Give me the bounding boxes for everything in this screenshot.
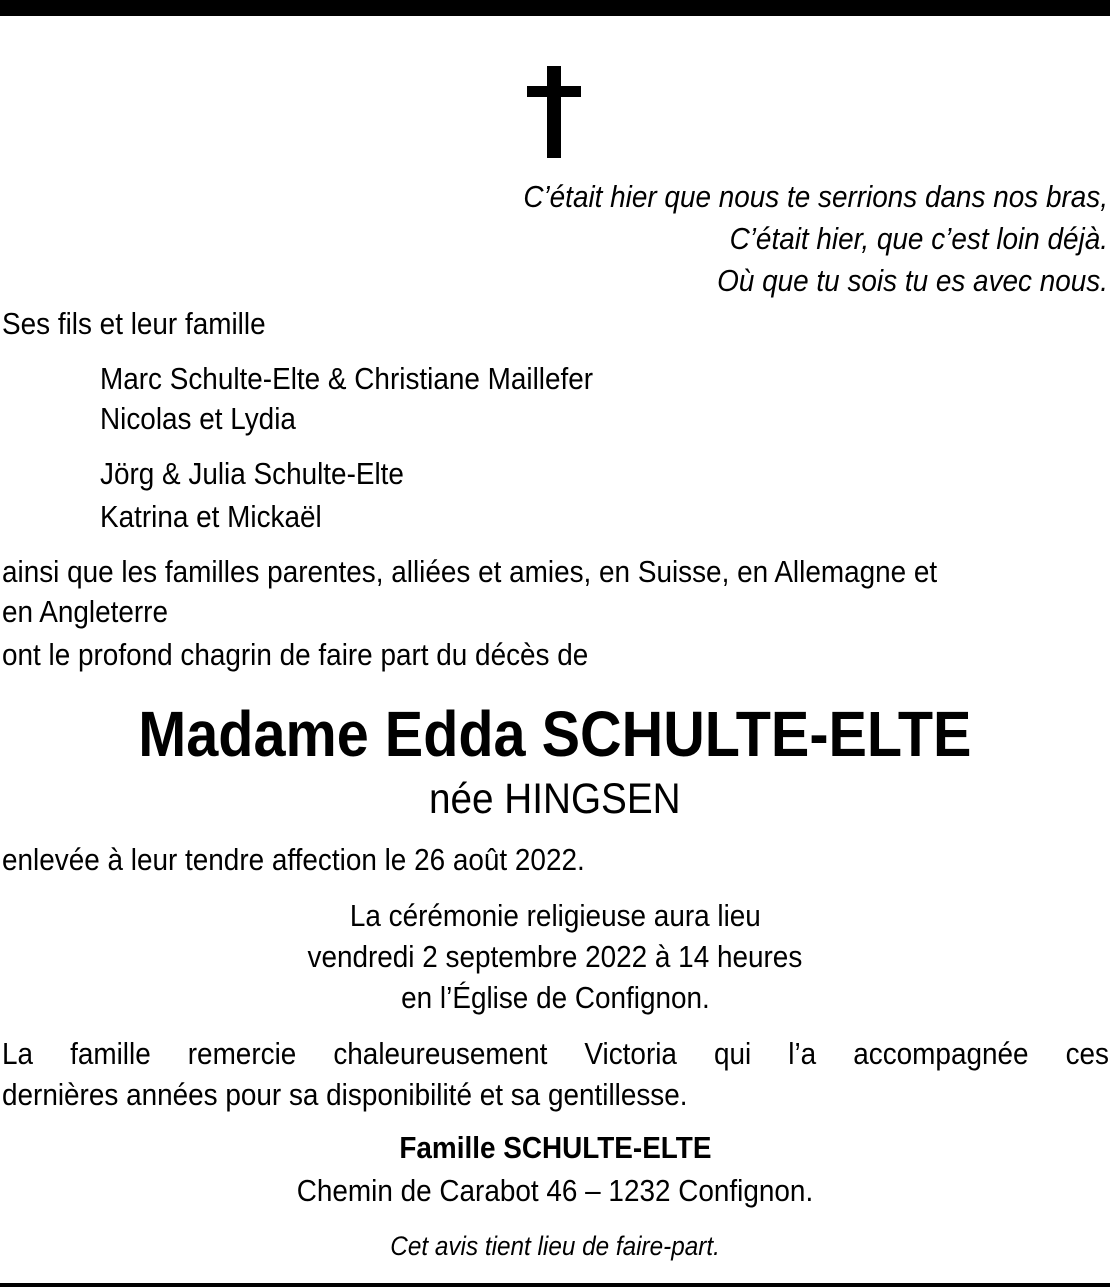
ceremony-line: vendredi 2 septembre 2022 à 14 heures [307, 939, 803, 974]
bottom-border [0, 1283, 1110, 1287]
thanks-text [2, 1033, 1109, 1115]
poem-line: Où que tu sois tu es avec nous. [717, 263, 1108, 298]
family-intro: Ses fils et leur famille [2, 306, 266, 341]
footer-note: Cet avis tient lieu de faire-part. [390, 1231, 720, 1261]
thanks-line: dernières années pour sa disponibilité et sa gentillesse. [2, 1077, 688, 1112]
cross-icon [527, 66, 581, 158]
ceremony-line: en l’Église de Confignon. [400, 980, 710, 1015]
relatives-line: en Angleterre [2, 594, 168, 629]
poem-line: C’était hier que nous te serrions dans nos bras, [523, 179, 1108, 214]
family-member: Jörg & Julia Schulte-Elte [100, 456, 404, 491]
poem-line: C’était hier, que c’est loin déjà. [729, 221, 1108, 256]
deceased-name: Madame Edda SCHULTE-ELTE [138, 698, 972, 770]
family-member: Katrina et Mickaël [100, 499, 322, 534]
death-text: enlevée à leur tendre affection le 26 août 2022. [2, 842, 585, 877]
address: Chemin de Carabot 46 – 1232 Confignon. [296, 1173, 814, 1208]
signature: Famille SCHULTE-ELTE [398, 1130, 712, 1165]
family-member: Nicolas et Lydia [100, 401, 296, 436]
announce-text: ont le profond chagrin de faire part du décès de [2, 637, 589, 672]
thanks-line: La famille remercie chaleureusement Victoria qui l’a accompagnée ces [2, 1036, 1109, 1071]
family-member: Marc Schulte-Elte & Christiane Maillefer [100, 361, 594, 396]
poem [388, 176, 1108, 302]
maiden-name: née HINGSEN [429, 775, 681, 823]
relatives-line: ainsi que les familles parentes, alliées et amies, en Suisse, en Allemagne et [2, 554, 938, 589]
top-border [0, 0, 1110, 16]
ceremony-line: La cérémonie religieuse aura lieu [349, 898, 761, 933]
